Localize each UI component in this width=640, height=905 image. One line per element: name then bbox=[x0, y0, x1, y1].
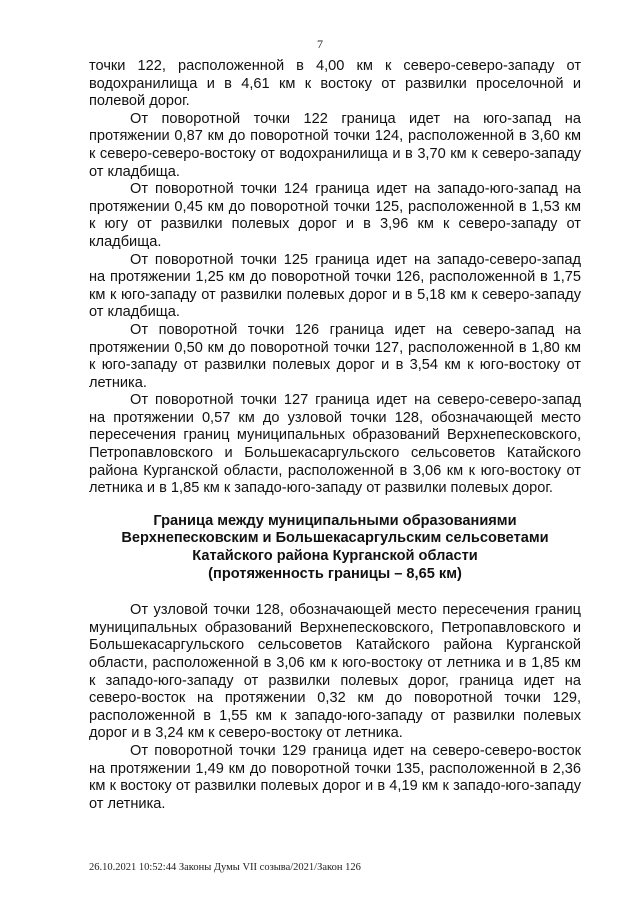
paragraph: От узловой точки 128, обозначающей место пересечения границ муниципальных образований Верхнепесковского, Петропавловского и Большекасаргульского сельсоветов Катайского района Курганской области, расположенной в 3,06 км к юго-востоку от летника и в 1,85 км к западо-юго-западу от развилки полевых дорог, граница идет на северо-восток на протяжении 0,32 км до поворотной точки 129, расположенной в 1,55 км к западо-юго-западу от развилки полевых дорог и в 3,24 км к северо-востоку от летника. bbox=[89, 602, 581, 742]
paragraph: От поворотной точки 125 граница идет на западо-северо-запад на протяжении 1,25 км до поворотной точки 126, расположенной в 1,75 км к юго-западу от развилки полевых дорог и в 5,18 км к северо-западу от кладбища. bbox=[89, 251, 581, 321]
heading-line: Катайского района Курганской области bbox=[192, 548, 478, 565]
document-footer: 26.10.2021 10:52:44 Законы Думы VII созыва/2021/Закон 126 bbox=[89, 862, 361, 873]
heading-line: (протяженность границы – 8,65 км) bbox=[208, 565, 462, 582]
paragraph: точки 122, расположенной в 4,00 км к северо-северо-западу от водохранилища и в 4,61 км к востоку от развилки проселочной и полевой дорог. bbox=[89, 58, 581, 110]
paragraph: От поворотной точки 127 граница идет на северо-северо-запад на протяжении 0,57 км до узловой точки 128, обозначающей место пересечения границ муниципальных образований Верхнепесковского, Петропавловского и Большекасаргульского сельсоветов Катайского района Курганской области, расположенной в 3,06 км к юго-востоку от летника и в 1,85 км к западо-юго-западу от развилки полевых дорог. bbox=[89, 392, 581, 497]
heading-line: Верхнепесковским и Большекасаргульским сельсоветами bbox=[121, 530, 549, 547]
heading-line: Граница между муниципальными образованиями bbox=[153, 512, 517, 529]
page-number: 7 bbox=[317, 37, 323, 51]
section-heading bbox=[89, 513, 581, 583]
paragraph: От поворотной точки 122 граница идет на юго-запад на протяжении 0,87 км до поворотной точки 124, расположенной в 3,60 км к северо-северо-востоку от водохранилища и в 3,70 км к северо-западу от кладбища. bbox=[89, 110, 581, 180]
paragraph: От поворотной точки 124 граница идет на западо-юго-запад на протяжении 0,45 км до поворотной точки 125, расположенной в 1,53 км к югу от развилки полевых дорог и в 3,96 км к северо-западу от кладбища. bbox=[89, 181, 581, 250]
paragraph: От поворотной точки 129 граница идет на северо-северо-восток на протяжении 1,49 км до поворотной точки 135, расположенной в 2,36 км к востоку от развилки полевых дорог и в 4,19 км к западо-юго-западу от летника. bbox=[89, 742, 581, 812]
document-body bbox=[89, 58, 581, 813]
paragraph: От поворотной точки 126 граница идет на северо-запад на протяжении 0,50 км до поворотной точки 127, расположенной в 1,80 км к юго-западу от развилки полевых дорог и в 3,54 км к юго-востоку от летника. bbox=[89, 321, 581, 391]
